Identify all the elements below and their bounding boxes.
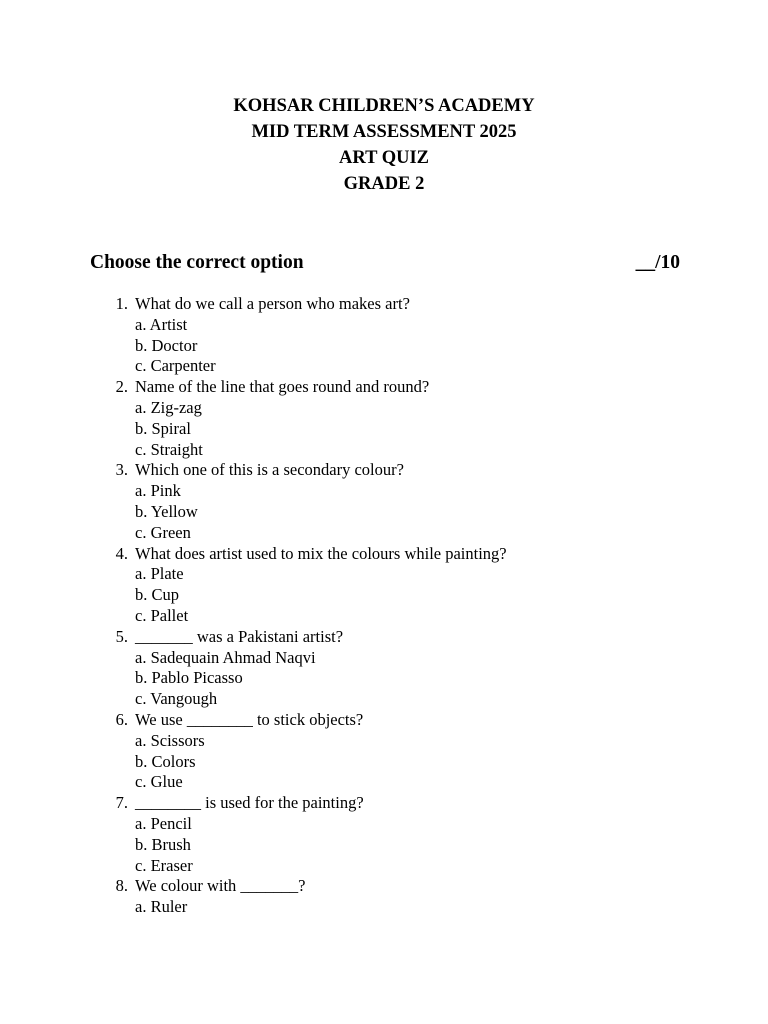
question-item	[90, 627, 730, 710]
question-item	[90, 377, 730, 460]
answer-option: b. Colors	[135, 751, 196, 771]
school-name: KOHSAR CHILDREN’S ACADEMY	[233, 96, 535, 116]
section-title: Choose the correct option	[90, 252, 304, 273]
answer-option: a. Ruler	[135, 897, 188, 917]
question-item	[90, 876, 730, 918]
answer-option: c. Green	[135, 522, 191, 542]
question-item	[90, 294, 730, 377]
question-item	[90, 460, 730, 543]
answer-option: c. Pallet	[135, 605, 189, 625]
answer-option: a. Zig-zag	[135, 397, 202, 417]
question-line	[90, 377, 730, 398]
question-number: 4.	[115, 543, 128, 563]
question-number: 6.	[115, 709, 128, 729]
question-line	[90, 460, 730, 481]
question-item	[90, 544, 730, 627]
answer-option: b. Brush	[135, 834, 191, 854]
question-line	[90, 710, 730, 731]
answer-option: a. Pencil	[135, 813, 192, 833]
question-text: We colour with _______?	[135, 876, 306, 896]
question-list	[90, 294, 730, 918]
answer-option: c. Vangough	[135, 689, 218, 709]
answer-option: a. Sadequain Ahmad Naqvi	[135, 647, 316, 667]
question-number: 8.	[115, 876, 128, 896]
question-line	[90, 544, 730, 565]
answer-option: c. Glue	[135, 772, 183, 792]
question-item	[90, 710, 730, 793]
question-item	[90, 793, 730, 876]
question-text: We use ________ to stick objects?	[135, 709, 364, 729]
question-line	[90, 294, 730, 315]
question-line	[90, 627, 730, 648]
question-text: Which one of this is a secondary colour?	[135, 460, 404, 480]
score-field: __/10	[635, 252, 680, 273]
question-line	[90, 793, 730, 814]
answer-option: b. Pablo Picasso	[135, 668, 243, 688]
answer-option: a. Plate	[135, 564, 184, 584]
question-text: _______ was a Pakistani artist?	[135, 626, 344, 646]
answer-option: c. Eraser	[135, 855, 193, 875]
question-number: 2.	[115, 377, 128, 397]
assessment-title: MID TERM ASSESSMENT 2025	[251, 122, 517, 142]
answer-option: a. Artist	[135, 314, 188, 334]
answer-option: c. Carpenter	[135, 356, 216, 376]
subject-title: ART QUIZ	[339, 148, 429, 168]
answer-option: c. Straight	[135, 439, 203, 459]
question-text: What does artist used to mix the colours while painting?	[135, 543, 507, 563]
answer-option: b. Doctor	[135, 335, 198, 355]
answer-option: a. Scissors	[135, 730, 205, 750]
question-number: 7.	[115, 793, 128, 813]
answer-option: b. Spiral	[135, 418, 191, 438]
question-text: Name of the line that goes round and round?	[135, 377, 430, 397]
answer-option: b. Yellow	[135, 501, 198, 521]
question-text: What do we call a person who makes art?	[135, 294, 410, 313]
document-header	[0, 93, 768, 197]
grade-title: GRADE 2	[343, 174, 425, 194]
question-text: ________ is used for the painting?	[135, 793, 364, 813]
answer-option: b. Cup	[135, 585, 180, 605]
question-number: 5.	[115, 626, 128, 646]
answer-option: a. Pink	[135, 481, 181, 501]
question-number: 1.	[115, 294, 128, 313]
question-number: 3.	[115, 460, 128, 480]
question-line	[90, 876, 730, 897]
